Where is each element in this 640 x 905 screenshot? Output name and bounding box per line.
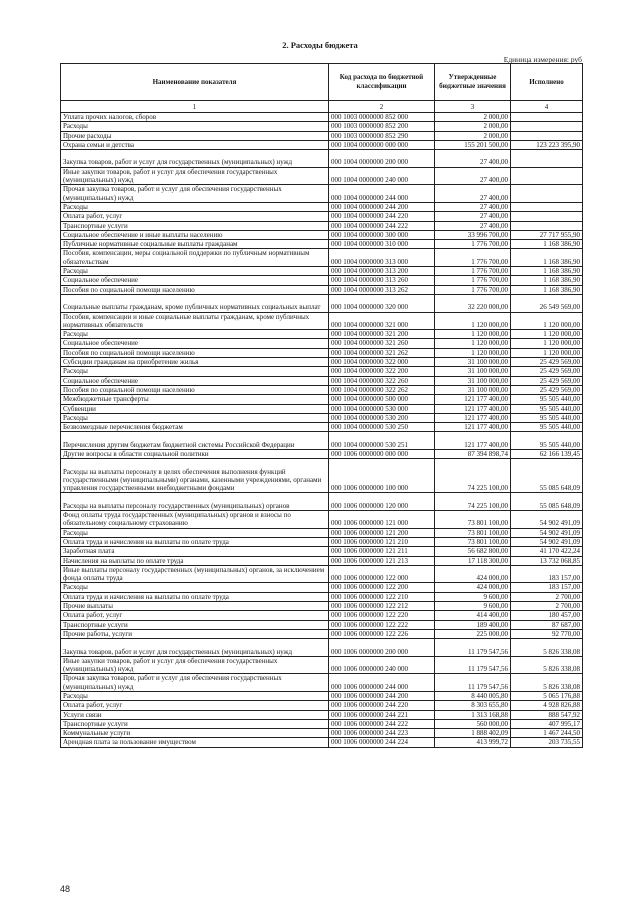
row-name: Прочая закупка товаров, работ и услуг для обеспечения государственных (муниципальных) нужд: [61, 674, 329, 692]
row-approved-value: 1 776 700,00: [435, 285, 511, 294]
page-number: 48: [60, 884, 71, 894]
table-row: [61, 620, 583, 629]
row-expense-code: 000 1004 0000000 322 262: [329, 385, 435, 394]
table-row: [61, 140, 583, 149]
row-expense-code: 000 1004 0000000 000 000: [329, 140, 435, 149]
row-expense-code: 000 1006 0000000 121 213: [329, 556, 435, 565]
table-row: [61, 537, 583, 546]
row-approved-value: 8 303 655,80: [435, 701, 511, 710]
row-expense-code: 000 1004 0000000 322 200: [329, 367, 435, 376]
row-approved-value: 2 000,00: [435, 122, 511, 131]
row-expense-code: 000 1004 0000000 321 000: [329, 312, 435, 330]
row-expense-code: 000 1006 0000000 122 226: [329, 629, 435, 638]
row-executed-value: 1 168 386,90: [511, 249, 583, 267]
row-executed-value: 5 065 176,88: [511, 692, 583, 701]
table-row: [61, 230, 583, 239]
row-expense-code: 000 1003 0000000 852 200: [329, 122, 435, 131]
table-row: [61, 131, 583, 140]
row-expense-code: 000 1004 0000000 530 251: [329, 432, 435, 450]
row-name: Оплата работ, услуг: [61, 212, 329, 221]
row-approved-value: 424 000,00: [435, 565, 511, 583]
row-approved-value: 27 400,00: [435, 221, 511, 230]
table-row: [61, 511, 583, 529]
row-expense-code: 000 1004 0000000 530 000: [329, 404, 435, 413]
row-name: Социальное обеспечение: [61, 276, 329, 285]
column-number: 2: [329, 101, 435, 113]
table-row: [61, 150, 583, 168]
row-approved-value: 121 177 400,00: [435, 423, 511, 432]
row-expense-code: 000 1004 0000000 322 260: [329, 376, 435, 385]
row-executed-value: 1 168 386,90: [511, 240, 583, 249]
row-name: Закупка товаров, работ и услуг для государственных (муниципальных) нужд: [61, 639, 329, 657]
row-name: Начисления на выплаты по оплате труда: [61, 556, 329, 565]
row-executed-value: 888 547,92: [511, 710, 583, 719]
table-row: [61, 395, 583, 404]
row-executed-value: [511, 113, 583, 122]
row-expense-code: 000 1006 0000000 122 000: [329, 565, 435, 583]
row-approved-value: 121 177 400,00: [435, 432, 511, 450]
row-name: Субвенции: [61, 404, 329, 413]
row-name: Межбюджетные трансферты: [61, 395, 329, 404]
row-executed-value: 2 700,00: [511, 602, 583, 611]
row-approved-value: 32 220 000,00: [435, 294, 511, 312]
row-name: Публичные нормативные социальные выплаты гражданам: [61, 240, 329, 249]
row-executed-value: 95 505 440,00: [511, 395, 583, 404]
row-executed-value: 95 505 440,00: [511, 413, 583, 422]
table-row: [61, 167, 583, 185]
row-expense-code: 000 1006 0000000 122 212: [329, 602, 435, 611]
row-approved-value: 413 999,72: [435, 738, 511, 747]
row-approved-value: 74 225 100,00: [435, 493, 511, 511]
row-executed-value: 123 223 395,90: [511, 140, 583, 149]
row-expense-code: 000 1006 0000000 244 220: [329, 701, 435, 710]
row-approved-value: 414 400,00: [435, 611, 511, 620]
row-expense-code: 000 1006 0000000 122 220: [329, 611, 435, 620]
table-row: [61, 432, 583, 450]
row-expense-code: 000 1004 0000000 313 262: [329, 285, 435, 294]
row-name: Коммунальные услуги: [61, 729, 329, 738]
row-expense-code: 000 1004 0000000 313 200: [329, 267, 435, 276]
row-approved-value: 560 000,00: [435, 719, 511, 728]
row-approved-value: 31 100 000,00: [435, 358, 511, 367]
row-expense-code: 000 1004 0000000 321 200: [329, 330, 435, 339]
table-row: [61, 556, 583, 565]
row-name: Расходы: [61, 122, 329, 131]
row-executed-value: 2 700,00: [511, 592, 583, 601]
row-name: Субсидии гражданам на приобретение жилья: [61, 358, 329, 367]
table-row: [61, 285, 583, 294]
row-approved-value: 1 776 700,00: [435, 276, 511, 285]
row-name: Прочие выплаты: [61, 602, 329, 611]
row-executed-value: 13 732 068,85: [511, 556, 583, 565]
row-approved-value: 424 000,00: [435, 583, 511, 592]
table-row: [61, 738, 583, 747]
row-approved-value: 31 100 000,00: [435, 376, 511, 385]
row-approved-value: 1 776 700,00: [435, 240, 511, 249]
row-name: Расходы: [61, 528, 329, 537]
row-approved-value: 73 801 100,00: [435, 511, 511, 529]
row-expense-code: 000 1004 0000000 244 000: [329, 185, 435, 203]
table-row: [61, 611, 583, 620]
row-approved-value: 27 400,00: [435, 202, 511, 211]
row-approved-value: 1 120 000,00: [435, 312, 511, 330]
unit-of-measure: Единица измерения: руб: [503, 55, 582, 64]
row-name: Перечисления другим бюджетам бюджетной системы Российской Федерации: [61, 432, 329, 450]
row-approved-value: 2 000,00: [435, 131, 511, 140]
row-expense-code: 000 1006 0000000 122 222: [329, 620, 435, 629]
row-executed-value: 1 467 244,50: [511, 729, 583, 738]
table-row: [61, 493, 583, 511]
row-executed-value: 55 085 648,09: [511, 459, 583, 493]
row-expense-code: 000 1006 0000000 100 000: [329, 459, 435, 493]
row-approved-value: 1 120 000,00: [435, 339, 511, 348]
row-approved-value: 27 400,00: [435, 167, 511, 185]
row-executed-value: 5 826 338,08: [511, 674, 583, 692]
table-row: [61, 348, 583, 357]
row-expense-code: 000 1004 0000000 313 260: [329, 276, 435, 285]
row-expense-code: 000 1004 0000000 200 000: [329, 150, 435, 168]
row-expense-code: 000 1006 0000000 122 210: [329, 592, 435, 601]
row-name: Транспортные услуги: [61, 620, 329, 629]
row-executed-value: [511, 185, 583, 203]
row-name: Транспортные услуги: [61, 719, 329, 728]
row-name: Расходы: [61, 367, 329, 376]
row-name: Пособия по социальной помощи населению: [61, 348, 329, 357]
row-approved-value: 8 440 005,80: [435, 692, 511, 701]
table-row: [61, 367, 583, 376]
row-executed-value: 25 429 569,00: [511, 367, 583, 376]
header-indicator-name: Наименование показателя: [61, 64, 329, 101]
row-name: Расходы на выплаты персоналу в целях обеспечения выполнения функций государственными (муниципальными) органами, казенными учреждениями, органами управления государственными внебюджетными фондами: [61, 459, 329, 493]
row-approved-value: 121 177 400,00: [435, 404, 511, 413]
row-executed-value: 1 120 000,00: [511, 348, 583, 357]
row-executed-value: 92 770,00: [511, 629, 583, 638]
row-executed-value: [511, 221, 583, 230]
row-executed-value: 407 995,17: [511, 719, 583, 728]
section-title: 2. Расходы бюджета: [282, 40, 358, 50]
row-expense-code: 000 1006 0000000 000 000: [329, 449, 435, 458]
table-row: [61, 674, 583, 692]
row-expense-code: 000 1006 0000000 244 222: [329, 719, 435, 728]
table-row: [61, 729, 583, 738]
row-name: Арендная плата за пользование имуществом: [61, 738, 329, 747]
row-approved-value: 121 177 400,00: [435, 395, 511, 404]
column-number: 4: [511, 101, 583, 113]
budget-expenditures-table: [60, 63, 583, 748]
header-expense-code: Код расхода по бюджетной классификации: [329, 64, 435, 101]
row-approved-value: 1 120 000,00: [435, 330, 511, 339]
table-row: [61, 185, 583, 203]
table-row: [61, 639, 583, 657]
row-expense-code: 000 1006 0000000 244 223: [329, 729, 435, 738]
row-expense-code: 000 1004 0000000 310 000: [329, 240, 435, 249]
row-executed-value: 1 120 000,00: [511, 339, 583, 348]
row-expense-code: 000 1006 0000000 200 000: [329, 639, 435, 657]
row-name: Услуги связи: [61, 710, 329, 719]
row-name: Уплата прочих налогов, сборов: [61, 113, 329, 122]
table-row: [61, 330, 583, 339]
table-row: [61, 113, 583, 122]
row-executed-value: 203 735,55: [511, 738, 583, 747]
row-name: Социальное обеспечение и иные выплаты населению: [61, 230, 329, 239]
row-name: Оплата труда и начисления на выплаты по оплате труда: [61, 537, 329, 546]
row-executed-value: [511, 167, 583, 185]
row-expense-code: 000 1004 0000000 244 220: [329, 212, 435, 221]
row-approved-value: 1 313 168,88: [435, 710, 511, 719]
column-number: 3: [435, 101, 511, 113]
row-approved-value: 1 776 700,00: [435, 267, 511, 276]
row-expense-code: 000 1006 0000000 244 221: [329, 710, 435, 719]
row-approved-value: 11 179 547,56: [435, 656, 511, 674]
row-approved-value: 74 225 100,00: [435, 459, 511, 493]
row-name: Пособия, компенсации и иные социальные выплаты гражданам, кроме публичных нормативных обязательств: [61, 312, 329, 330]
row-approved-value: 1 776 700,00: [435, 249, 511, 267]
row-name: Прочая закупка товаров, работ и услуг для обеспечения государственных (муниципальных) нужд: [61, 185, 329, 203]
row-approved-value: 11 179 547,56: [435, 639, 511, 657]
row-executed-value: 62 166 139,45: [511, 449, 583, 458]
row-expense-code: 000 1004 0000000 500 000: [329, 395, 435, 404]
table-row: [61, 376, 583, 385]
table-body: [61, 113, 583, 748]
table-row: [61, 294, 583, 312]
row-executed-value: 5 826 338,08: [511, 656, 583, 674]
row-name: Расходы: [61, 692, 329, 701]
row-executed-value: 95 505 440,00: [511, 432, 583, 450]
row-name: Расходы: [61, 413, 329, 422]
row-expense-code: 000 1006 0000000 121 211: [329, 547, 435, 556]
column-number-row: [61, 101, 583, 113]
row-executed-value: 1 168 386,90: [511, 285, 583, 294]
row-name: Расходы: [61, 267, 329, 276]
row-executed-value: [511, 212, 583, 221]
table-row: [61, 249, 583, 267]
row-name: Расходы: [61, 583, 329, 592]
row-expense-code: 000 1006 0000000 244 000: [329, 674, 435, 692]
table-row: [61, 528, 583, 537]
table-row: [61, 339, 583, 348]
row-name: Социальное обеспечение: [61, 339, 329, 348]
row-approved-value: 1 120 000,00: [435, 348, 511, 357]
row-expense-code: 000 1004 0000000 530 200: [329, 413, 435, 422]
row-approved-value: 87 394 898,74: [435, 449, 511, 458]
table-row: [61, 202, 583, 211]
row-executed-value: 25 429 569,00: [511, 385, 583, 394]
table-row: [61, 565, 583, 583]
row-name: Расходы на выплаты персоналу государственных (муниципальных) органов: [61, 493, 329, 511]
row-executed-value: 4 928 826,88: [511, 701, 583, 710]
table-row: [61, 385, 583, 394]
row-executed-value: 55 085 648,09: [511, 493, 583, 511]
row-executed-value: 27 717 955,90: [511, 230, 583, 239]
row-name: Заработная плата: [61, 547, 329, 556]
row-executed-value: 95 505 440,00: [511, 404, 583, 413]
row-approved-value: 33 996 700,00: [435, 230, 511, 239]
column-number: 1: [61, 101, 329, 113]
row-name: Закупка товаров, работ и услуг для государственных (муниципальных) нужд: [61, 150, 329, 168]
row-approved-value: 27 400,00: [435, 185, 511, 203]
row-name: Прочие работы, услуги: [61, 629, 329, 638]
row-name: Другие вопросы в области социальной политики: [61, 449, 329, 458]
table-row: [61, 719, 583, 728]
row-name: Транспортные услуги: [61, 221, 329, 230]
row-name: Оплата работ, услуг: [61, 701, 329, 710]
row-executed-value: 183 157,00: [511, 565, 583, 583]
row-name: Социальные выплаты гражданам, кроме публичных нормативных социальных выплат: [61, 294, 329, 312]
row-executed-value: 87 687,00: [511, 620, 583, 629]
row-name: Оплата работ, услуг: [61, 611, 329, 620]
table-row: [61, 602, 583, 611]
row-executed-value: 95 505 440,00: [511, 423, 583, 432]
row-executed-value: [511, 150, 583, 168]
table-row: [61, 547, 583, 556]
table-row: [61, 629, 583, 638]
row-name: Прочие расходы: [61, 131, 329, 140]
row-name: Пособия по социальной помощи населению: [61, 285, 329, 294]
row-expense-code: 000 1003 0000000 852 290: [329, 131, 435, 140]
table-row: [61, 413, 583, 422]
row-executed-value: 25 429 569,00: [511, 376, 583, 385]
table-row: [61, 312, 583, 330]
table-row: [61, 701, 583, 710]
row-name: Расходы: [61, 330, 329, 339]
row-approved-value: 11 179 547,56: [435, 674, 511, 692]
row-executed-value: 54 902 491,09: [511, 528, 583, 537]
table-row: [61, 692, 583, 701]
row-approved-value: 31 100 000,00: [435, 367, 511, 376]
table-row: [61, 404, 583, 413]
table-row: [61, 459, 583, 493]
row-executed-value: 41 170 422,24: [511, 547, 583, 556]
row-executed-value: 54 902 491,09: [511, 537, 583, 546]
row-name: Иные закупки товаров, работ и услуг для обеспечения государственных (муниципальных) нужд: [61, 167, 329, 185]
row-name: Пособия по социальной помощи населению: [61, 385, 329, 394]
row-expense-code: 000 1006 0000000 121 210: [329, 537, 435, 546]
table-row: [61, 423, 583, 432]
row-approved-value: 27 400,00: [435, 150, 511, 168]
row-approved-value: 56 682 800,00: [435, 547, 511, 556]
row-approved-value: 31 100 000,00: [435, 385, 511, 394]
row-executed-value: [511, 131, 583, 140]
table-header-row: [61, 64, 583, 101]
row-approved-value: 9 600,00: [435, 602, 511, 611]
row-executed-value: 183 157,00: [511, 583, 583, 592]
row-expense-code: 000 1006 0000000 120 000: [329, 493, 435, 511]
row-expense-code: 000 1003 0000000 852 000: [329, 113, 435, 122]
row-name: Расходы: [61, 202, 329, 211]
table-row: [61, 276, 583, 285]
row-expense-code: 000 1004 0000000 313 000: [329, 249, 435, 267]
row-expense-code: 000 1006 0000000 244 200: [329, 692, 435, 701]
row-expense-code: 000 1006 0000000 121 000: [329, 511, 435, 529]
row-name: Социальное обеспечение: [61, 376, 329, 385]
row-executed-value: 5 826 338,08: [511, 639, 583, 657]
table-row: [61, 583, 583, 592]
table-row: [61, 358, 583, 367]
header-executed: Исполнено: [511, 64, 583, 101]
row-executed-value: 1 120 000,00: [511, 312, 583, 330]
table-row: [61, 449, 583, 458]
row-name: Фонд оплаты труда государственных (муниципальных) органов и взносы по обязательному социальному страхованию: [61, 511, 329, 529]
row-approved-value: 2 000,00: [435, 113, 511, 122]
row-executed-value: 1 168 386,90: [511, 267, 583, 276]
row-approved-value: 1 888 402,09: [435, 729, 511, 738]
row-expense-code: 000 1004 0000000 530 250: [329, 423, 435, 432]
row-name: Безвозмездные перечисления бюджетам: [61, 423, 329, 432]
row-expense-code: 000 1006 0000000 121 200: [329, 528, 435, 537]
row-name: Иные выплаты персоналу государственных (муниципальных) органов, за исключением фонда оплаты труда: [61, 565, 329, 583]
row-executed-value: 54 902 491,09: [511, 511, 583, 529]
row-approved-value: 9 600,00: [435, 592, 511, 601]
table-row: [61, 240, 583, 249]
row-executed-value: 180 457,00: [511, 611, 583, 620]
row-name: Оплата труда и начисления на выплаты по оплате труда: [61, 592, 329, 601]
row-executed-value: [511, 122, 583, 131]
row-approved-value: 225 000,00: [435, 629, 511, 638]
row-executed-value: 26 549 569,00: [511, 294, 583, 312]
table-row: [61, 267, 583, 276]
row-expense-code: 000 1004 0000000 320 000: [329, 294, 435, 312]
table-row: [61, 710, 583, 719]
row-expense-code: 000 1006 0000000 244 224: [329, 738, 435, 747]
row-executed-value: 1 168 386,90: [511, 276, 583, 285]
row-expense-code: 000 1004 0000000 322 000: [329, 358, 435, 367]
row-expense-code: 000 1004 0000000 244 222: [329, 221, 435, 230]
row-name: Охрана семьи и детства: [61, 140, 329, 149]
row-approved-value: 73 801 100,00: [435, 537, 511, 546]
row-expense-code: 000 1004 0000000 321 262: [329, 348, 435, 357]
header-approved-values: Утвержденные бюджетные значения: [435, 64, 511, 101]
table-row: [61, 122, 583, 131]
table-row: [61, 221, 583, 230]
row-expense-code: 000 1004 0000000 240 000: [329, 167, 435, 185]
row-name: Иные закупки товаров, работ и услуг для обеспечения государственных (муниципальных) нужд: [61, 656, 329, 674]
row-approved-value: 189 400,00: [435, 620, 511, 629]
row-approved-value: 17 118 300,00: [435, 556, 511, 565]
table-row: [61, 212, 583, 221]
row-expense-code: 000 1006 0000000 122 200: [329, 583, 435, 592]
row-executed-value: 1 120 000,00: [511, 330, 583, 339]
row-executed-value: 25 429 569,00: [511, 358, 583, 367]
row-expense-code: 000 1006 0000000 240 000: [329, 656, 435, 674]
table-row: [61, 592, 583, 601]
row-expense-code: 000 1004 0000000 244 200: [329, 202, 435, 211]
row-expense-code: 000 1004 0000000 321 260: [329, 339, 435, 348]
row-approved-value: 73 801 100,00: [435, 528, 511, 537]
row-name: Пособия, компенсации, меры социальной поддержки по публичным нормативным обязательствам: [61, 249, 329, 267]
row-approved-value: 155 201 500,00: [435, 140, 511, 149]
row-approved-value: 121 177 400,00: [435, 413, 511, 422]
row-executed-value: [511, 202, 583, 211]
table-row: [61, 656, 583, 674]
row-expense-code: 000 1004 0000000 300 000: [329, 230, 435, 239]
row-approved-value: 27 400,00: [435, 212, 511, 221]
